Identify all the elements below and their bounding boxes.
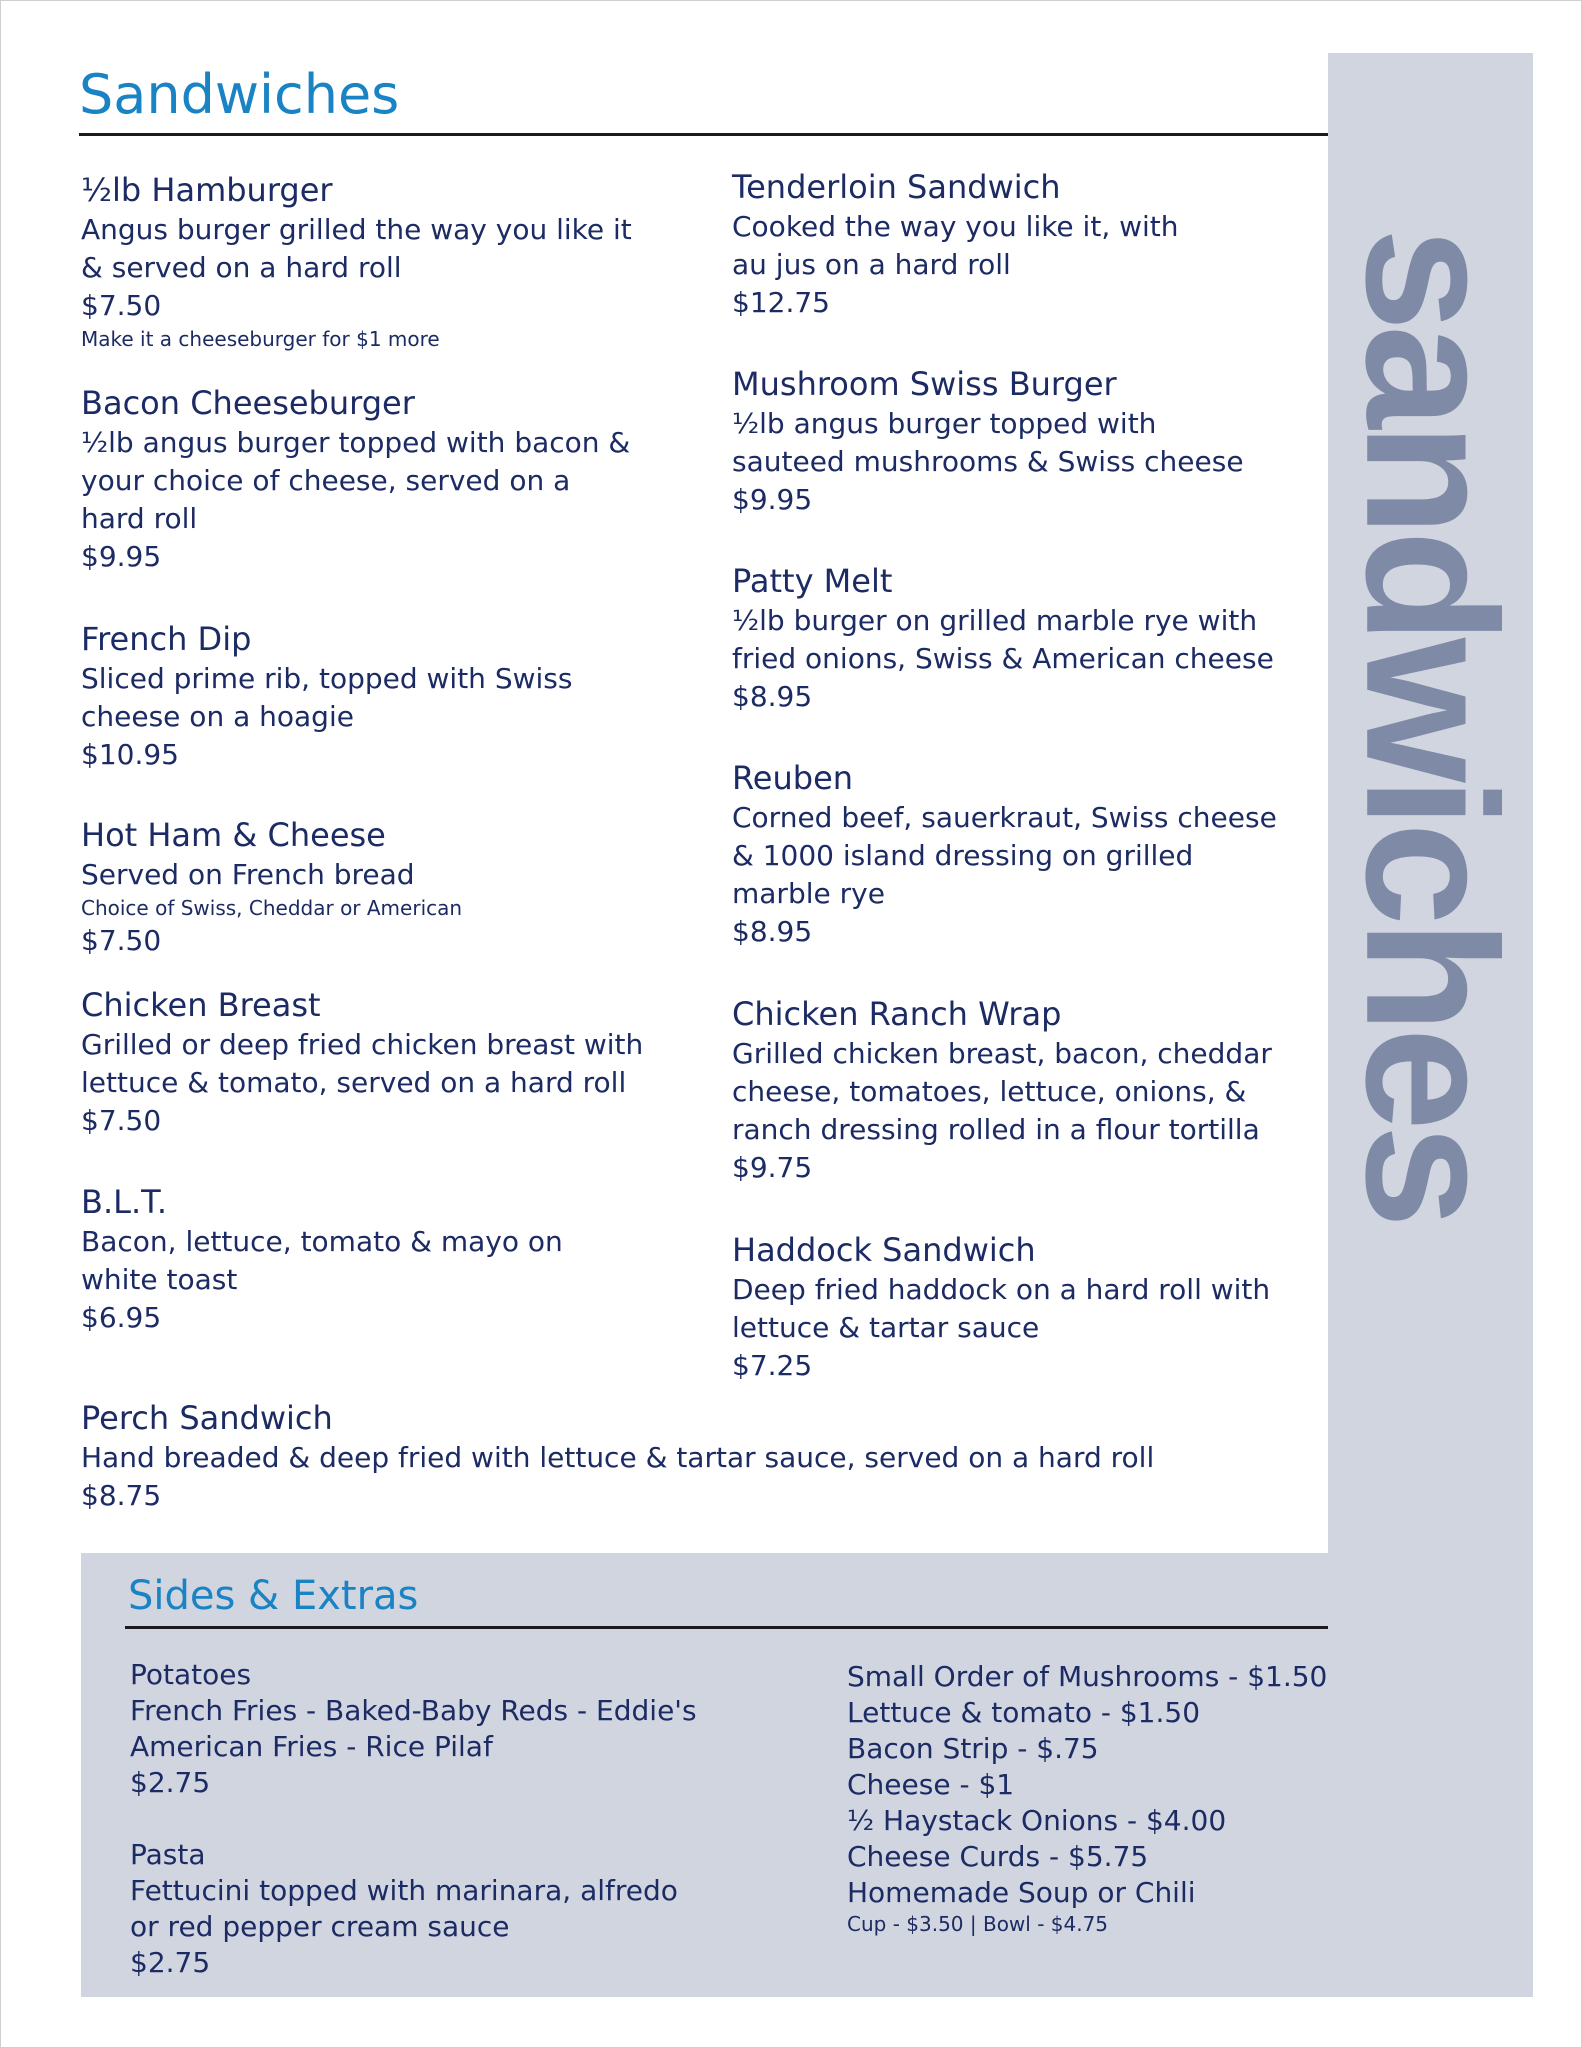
page-title: Sandwiches (79, 63, 400, 126)
item-price: $7.25 (732, 1349, 813, 1382)
item-desc-line: sauteed mushrooms & Swiss cheese (732, 445, 1244, 478)
item-desc-line: ½lb angus burger topped with (732, 407, 1157, 440)
menu-item (81, 984, 721, 1181)
item-desc-line: Served on French bread (81, 858, 415, 891)
item-price: $12.75 (732, 286, 830, 319)
item-desc-line: & served on a hard roll (81, 251, 402, 284)
item-name: Chicken Breast (81, 986, 321, 1024)
item-price: $9.75 (732, 1151, 813, 1184)
item-desc-line: Sliced prime rib, topped with Swiss (81, 662, 573, 695)
item-desc-line: marble rye (732, 877, 885, 910)
extra-item: ½ Haystack Onions - $4.00 (847, 1804, 1227, 1837)
item-price: $7.50 (81, 289, 162, 322)
pasta-line: or red pepper cream sauce (130, 1910, 510, 1943)
item-name: Chicken Ranch Wrap (732, 995, 1062, 1033)
menu-item (81, 618, 721, 814)
extra-item: Lettuce & tomato - $1.50 (847, 1696, 1201, 1729)
left-column (81, 169, 721, 1337)
item-desc-line: cheese on a hoagie (81, 700, 354, 733)
item-price: $8.95 (732, 915, 813, 948)
item-price: $10.95 (81, 738, 179, 771)
item-price: $6.95 (81, 1301, 162, 1334)
item-desc-line: cheese, tomatoes, lettuce, onions, & (732, 1075, 1247, 1108)
item-desc-line: lettuce & tartar sauce (732, 1311, 1040, 1344)
item-desc-line: Corned beef, sauerkraut, Swiss cheese (732, 801, 1277, 834)
item-name: Hot Ham & Cheese (81, 816, 386, 854)
item-name: Tenderloin Sandwich (732, 168, 1061, 206)
sides-divider (125, 1626, 1328, 1629)
item-desc-line: lettuce & tomato, served on a hard roll (81, 1066, 627, 1099)
spacer (130, 1801, 730, 1837)
item-price: $8.95 (732, 680, 813, 713)
item-name: Reuben (732, 759, 854, 797)
menu-item-perch (81, 1397, 1281, 1515)
item-desc-line: Grilled chicken breast, bacon, cheddar (732, 1037, 1272, 1070)
item-desc-line: ½lb burger on grilled marble rye with (732, 604, 1258, 637)
pasta-line: Fettucini topped with marinara, alfredo (130, 1874, 678, 1907)
menu-item (81, 382, 721, 618)
item-desc-line: ranch dressing rolled in a flour tortilla (732, 1113, 1260, 1146)
item-price: $8.75 (81, 1479, 162, 1512)
item-name: B.L.T. (81, 1183, 168, 1221)
item-desc-line: Hand breaded & deep fried with lettuce & tartar sauce, served on a hard roll (81, 1441, 1155, 1474)
menu-item (81, 814, 721, 984)
item-price: $7.50 (81, 924, 162, 957)
menu-item (732, 166, 1372, 363)
item-name: ½lb Hamburger (81, 171, 333, 209)
item-price: $7.50 (81, 1104, 162, 1137)
item-name: Haddock Sandwich (732, 1231, 1036, 1269)
item-price: $9.95 (732, 483, 813, 516)
pasta-heading: Pasta (130, 1838, 206, 1871)
item-price: $9.95 (81, 540, 162, 573)
item-desc-line: Grilled or deep fried chicken breast with (81, 1028, 644, 1061)
menu-item (81, 1181, 721, 1337)
item-name: Bacon Cheeseburger (81, 384, 415, 422)
potatoes-line: American Fries - Rice Pilaf (130, 1730, 493, 1763)
sides-left-column (130, 1657, 730, 1981)
item-desc-line: & 1000 island dressing on grilled (732, 839, 1194, 872)
item-name: Perch Sandwich (81, 1399, 333, 1437)
item-desc-line: Angus burger grilled the way you like it (81, 213, 632, 246)
item-name: French Dip (81, 620, 252, 658)
item-desc-line: Bacon, lettuce, tomato & mayo on (81, 1225, 563, 1258)
menu-item (732, 560, 1372, 757)
item-name: Mushroom Swiss Burger (732, 365, 1117, 403)
item-desc-line: Cooked the way you like it, with (732, 210, 1179, 243)
extra-item: Cheese Curds - $5.75 (847, 1840, 1149, 1873)
menu-item (732, 993, 1372, 1229)
item-note: Make it a cheeseburger for $1 more (81, 327, 440, 351)
item-desc-line: ½lb angus burger topped with bacon & (81, 426, 631, 459)
extra-item: Cheese - $1 (847, 1768, 1015, 1801)
potatoes-line: French Fries - Baked-Baby Reds - Eddie's (130, 1694, 697, 1727)
potatoes-heading: Potatoes (130, 1658, 252, 1691)
item-note: Choice of Swiss, Cheddar or American (81, 896, 463, 920)
soup-note: Cup - $3.50 | Bowl - $4.75 (847, 1912, 1109, 1936)
menu-item (732, 1229, 1372, 1385)
item-desc-line: hard roll (81, 502, 198, 535)
item-desc-line: white toast (81, 1263, 238, 1296)
item-desc-line: au jus on a hard roll (732, 248, 1011, 281)
sides-title: Sides & Extras (128, 1573, 419, 1619)
pasta-price: $2.75 (130, 1946, 211, 1979)
extra-item: Small Order of Mushrooms - $1.50 (847, 1660, 1328, 1693)
menu-item (81, 169, 721, 382)
menu-item (732, 757, 1372, 993)
right-column (732, 166, 1372, 1385)
vertical-label: sandwiches (1327, 227, 1535, 1223)
sides-right-column (847, 1659, 1407, 1937)
extra-item: Bacon Strip - $.75 (847, 1732, 1099, 1765)
potatoes-price: $2.75 (130, 1766, 211, 1799)
item-desc-line: Deep fried haddock on a hard roll with (732, 1273, 1271, 1306)
menu-item (732, 363, 1372, 560)
item-desc-line: your choice of cheese, served on a (81, 464, 571, 497)
title-divider (79, 133, 1328, 136)
item-desc-line: fried onions, Swiss & American cheese (732, 642, 1274, 675)
extra-item: Homemade Soup or Chili (847, 1876, 1196, 1909)
item-name: Patty Melt (732, 562, 893, 600)
